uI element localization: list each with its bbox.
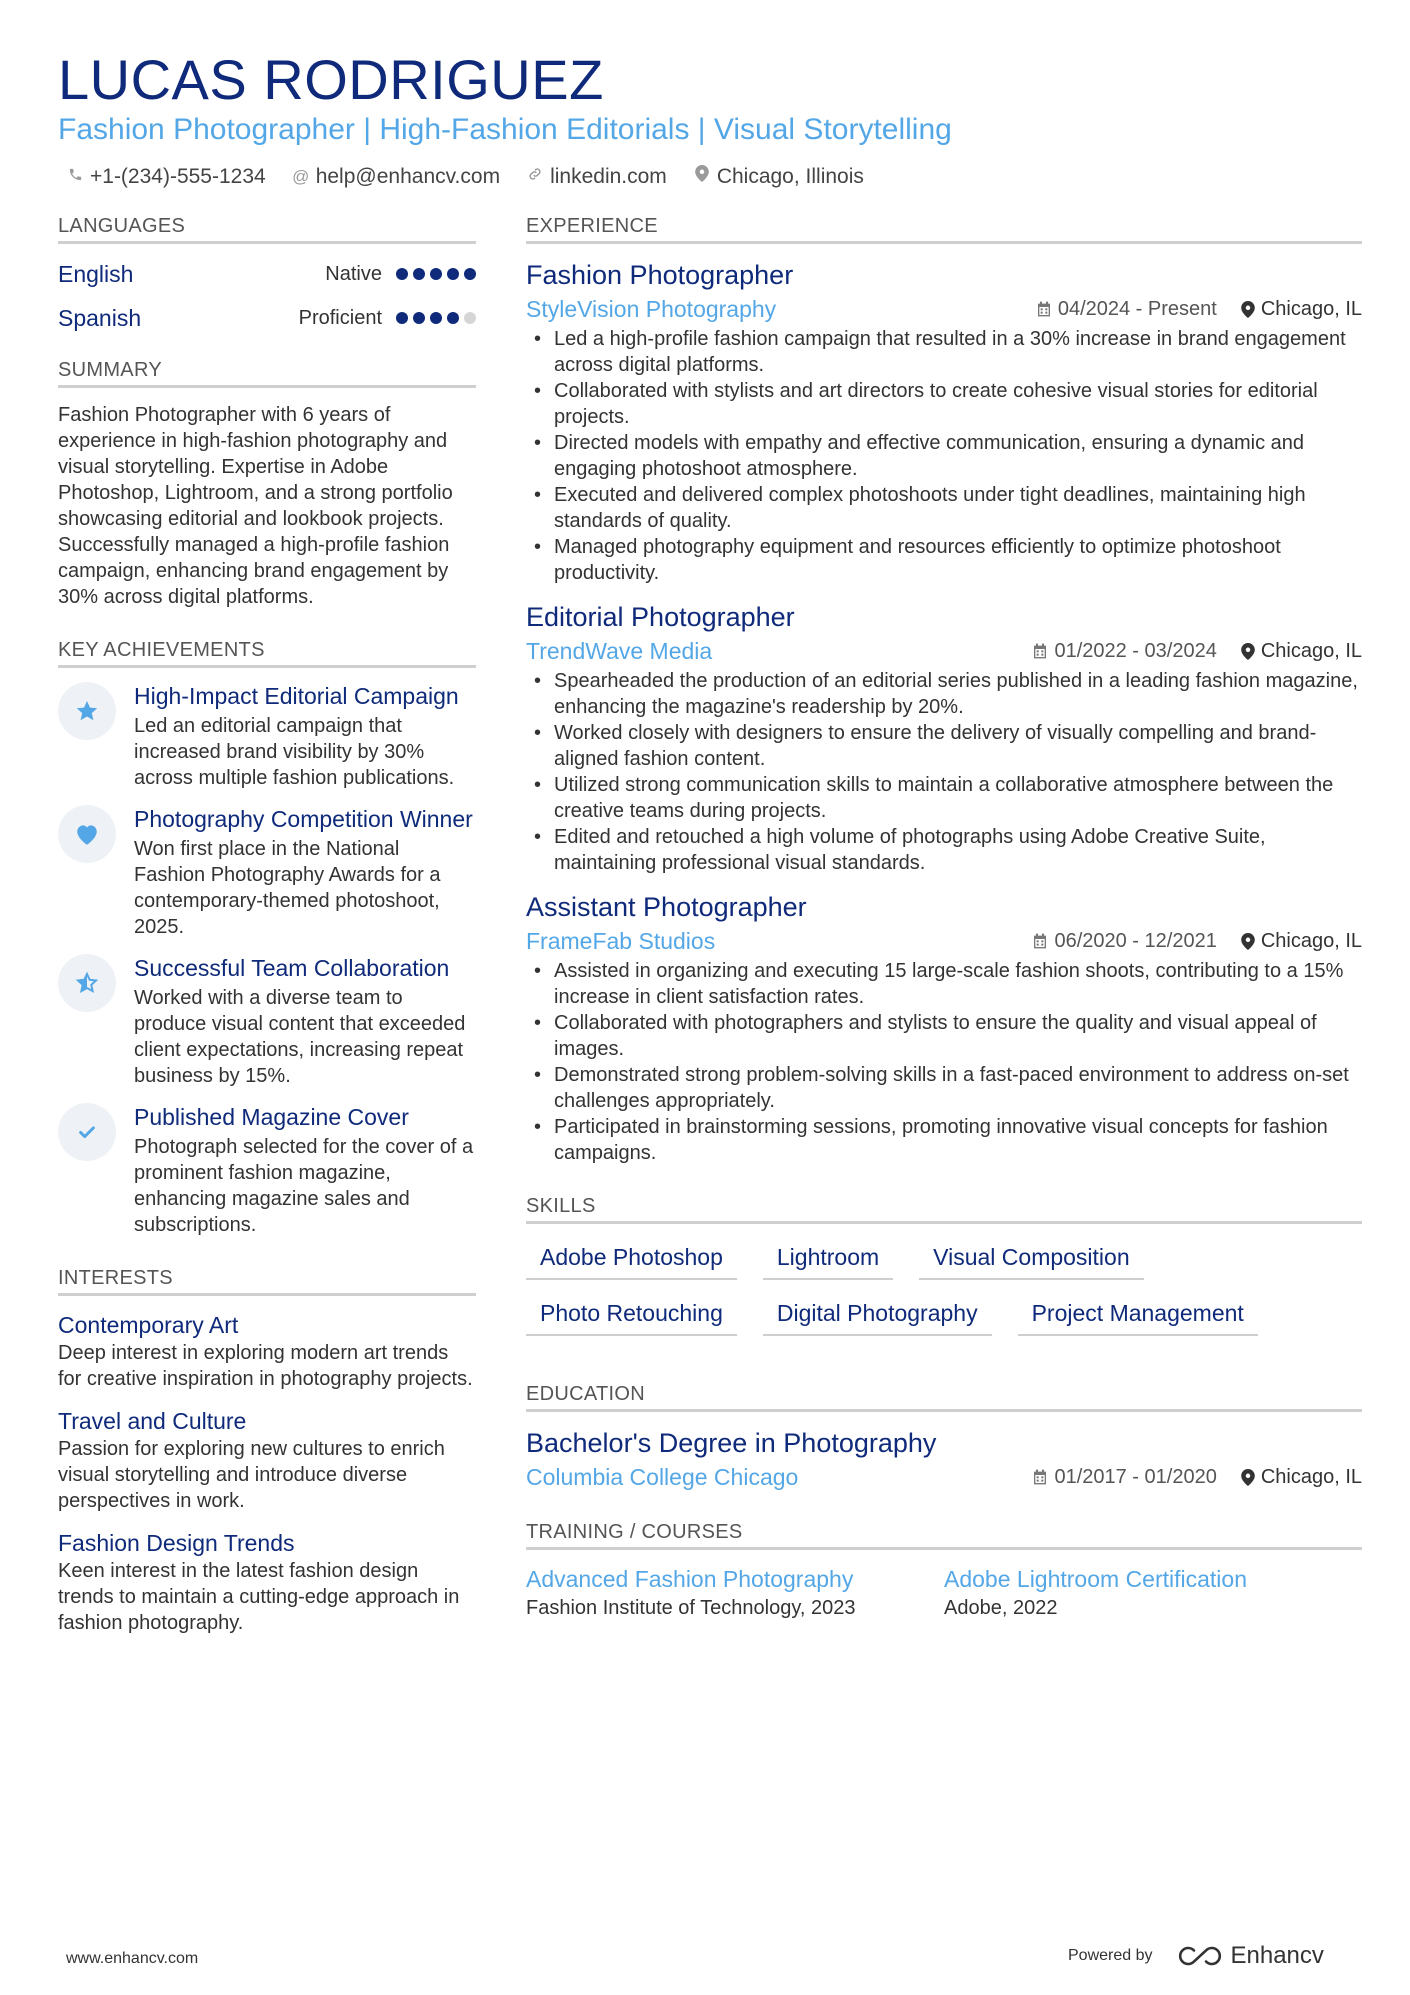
rating-dot-filled	[396, 312, 408, 324]
achievement-desc: Worked with a diverse team to produce visual content that exceeded client expectations, increasing repeat business by 15%.	[134, 987, 466, 1087]
achievement-desc: Led an editorial campaign that increased brand visibility by 30% across multiple fashion publications.	[134, 715, 455, 789]
rating-dot-filled	[447, 268, 459, 280]
calendar-icon	[1032, 1469, 1048, 1485]
candidate-name: LUCAS RODRIGUEZ	[58, 48, 604, 111]
skills-heading: SKILLS	[526, 1194, 1362, 1224]
education-location-text: Chicago, IL	[1260, 1465, 1362, 1488]
language-rating	[396, 312, 476, 324]
degree-title: Bachelor's Degree in Photography	[526, 1428, 937, 1458]
interest-item	[58, 1406, 476, 1514]
achievement-item	[58, 682, 476, 791]
company-name: FrameFab Studios	[526, 928, 716, 954]
job-bullet: • Executed and delivered complex photoshoots under tight deadlines, maintaining high standards of quality.	[526, 482, 1362, 534]
education-location	[1241, 1466, 1362, 1489]
skill-tag: Photo Retouching	[526, 1294, 737, 1336]
company-name: StyleVision Photography	[526, 296, 777, 322]
job-bullet: • Collaborated with stylists and art directors to create cohesive visual stories for editorial projects.	[526, 378, 1362, 430]
achievement-item	[58, 805, 476, 940]
phone-text: +1-(234)-555-1234	[90, 165, 266, 188]
location-pin-icon	[1241, 301, 1255, 318]
job-title: Assistant Photographer	[526, 892, 807, 922]
summary-heading: SUMMARY	[58, 358, 476, 388]
interest-desc: Passion for exploring new cultures to enrich visual storytelling and introduce diverse perspectives in work.	[58, 1438, 445, 1512]
achievement-title: High-Impact Editorial Campaign	[134, 683, 459, 709]
location-pin-icon	[1241, 933, 1255, 950]
calendar-icon	[1032, 933, 1048, 949]
rating-dot-empty	[464, 312, 476, 324]
achievement-title: Published Magazine Cover	[134, 1104, 409, 1130]
job-bullets	[526, 958, 1362, 1166]
experience-heading: EXPERIENCE	[526, 214, 1362, 244]
job-location-text: Chicago, IL	[1260, 929, 1362, 952]
at-icon: @	[292, 167, 310, 186]
powered-by-text: Powered by	[1068, 1947, 1153, 1964]
skill-tag: Digital Photography	[763, 1294, 992, 1336]
job-bullet: • Collaborated with photographers and stylists to ensure the quality and visual appeal of images.	[526, 1010, 1362, 1062]
phone-icon	[66, 163, 84, 191]
language-rating	[396, 268, 476, 280]
course-item	[526, 1564, 944, 1622]
contact-email[interactable]	[292, 163, 500, 191]
interest-item	[58, 1528, 476, 1636]
course-provider: Adobe, 2022	[944, 1597, 1058, 1619]
job-location	[1241, 298, 1362, 321]
rating-dot-filled	[430, 312, 442, 324]
job-bullet: • Managed photography equipment and resources efficiently to optimize photoshoot productivity.	[526, 534, 1362, 586]
contact-phone	[66, 163, 266, 191]
skill-tag: Project Management	[1018, 1294, 1258, 1336]
language-level: Proficient	[298, 306, 382, 329]
school-name: Columbia College Chicago	[526, 1464, 799, 1490]
location-pin-icon	[1241, 1469, 1255, 1486]
job-entry	[526, 258, 1362, 586]
interest-desc: Deep interest in exploring modern art trends for creative inspiration in photography projects.	[58, 1342, 473, 1390]
job-entry	[526, 890, 1362, 1166]
job-bullet: • Participated in brainstorming sessions, promoting innovative visual concepts for fashion campaigns.	[526, 1114, 1362, 1166]
course-provider: Fashion Institute of Technology, 2023	[526, 1597, 856, 1619]
contact-location	[693, 163, 864, 191]
interest-title: Fashion Design Trends	[58, 1530, 295, 1556]
course-item	[944, 1564, 1362, 1622]
achievement-title: Photography Competition Winner	[134, 806, 473, 832]
rating-dot-filled	[413, 268, 425, 280]
contact-bar	[66, 163, 864, 191]
job-dates-text: 06/2020 - 12/2021	[1054, 929, 1217, 952]
job-location-text: Chicago, IL	[1260, 639, 1362, 662]
link-icon	[526, 163, 544, 191]
job-location	[1241, 930, 1362, 953]
education-entry	[526, 1426, 1362, 1492]
left-column	[58, 214, 476, 1636]
job-dates-text: 01/2022 - 03/2024	[1054, 639, 1217, 662]
achievement-desc: Won first place in the National Fashion Photography Awards for a contemporary-themed photoshoot, 2025.	[134, 838, 441, 938]
interest-title: Contemporary Art	[58, 1312, 239, 1338]
job-bullet: • Led a high-profile fashion campaign that resulted in a 30% increase in brand engagement across digital platforms.	[526, 326, 1362, 378]
interest-item	[58, 1310, 476, 1392]
star-icon	[58, 682, 116, 740]
languages-list	[58, 252, 476, 340]
job-bullets	[526, 668, 1362, 876]
job-title: Editorial Photographer	[526, 602, 795, 632]
job-dates	[1032, 640, 1216, 663]
achievement-title: Successful Team Collaboration	[134, 955, 450, 981]
education-dates-text: 01/2017 - 01/2020	[1054, 1465, 1217, 1488]
rating-dot-filled	[464, 268, 476, 280]
summary-text: Fashion Photographer with 6 years of experience in high-fashion photography and visual storytelling. Expertise in Adobe Photoshop, Lightroom, and a strong portfolio showcasing editorial and lookbook projects. Successfully managed a high-profile fashion campaign, enhancing brand engagement by 30% across digital platforms.	[58, 404, 453, 608]
skill-tag: Visual Composition	[919, 1238, 1143, 1280]
rating-dot-filled	[413, 312, 425, 324]
job-bullet: • Utilized strong communication skills to maintain a collaborative atmosphere between the creative teams during projects.	[526, 772, 1362, 824]
job-dates	[1036, 298, 1217, 321]
course-title: Advanced Fashion Photography	[526, 1566, 854, 1592]
star-outline-icon	[58, 954, 116, 1012]
right-column	[526, 214, 1362, 1622]
candidate-title: Fashion Photographer | High-Fashion Editorials | Visual Storytelling	[58, 113, 952, 146]
calendar-icon	[1032, 643, 1048, 659]
linkedin-text: linkedin.com	[550, 165, 667, 188]
language-name: English	[58, 260, 134, 287]
skills-list	[526, 1238, 1362, 1336]
brand-name: Enhancv	[1230, 1942, 1324, 1969]
job-bullet: • Demonstrated strong problem-solving skills in a fast-paced environment to address on-set challenges appropriately.	[526, 1062, 1362, 1114]
training-heading: TRAINING / COURSES	[526, 1520, 1362, 1550]
job-dates-text: 04/2024 - Present	[1057, 297, 1217, 320]
location-text: Chicago, Illinois	[716, 165, 864, 188]
languages-heading: LANGUAGES	[58, 214, 476, 244]
interest-desc: Keen interest in the latest fashion design trends to maintain a cutting-edge approach in fashion photography.	[58, 1560, 460, 1634]
job-dates	[1032, 930, 1216, 953]
language-name: Spanish	[58, 304, 142, 331]
courses-list	[526, 1564, 1362, 1622]
achievement-item	[58, 1103, 476, 1238]
interests-heading: INTERESTS	[58, 1266, 476, 1296]
job-bullet: • Directed models with empathy and effective communication, ensuring a dynamic and engaging photoshoot atmosphere.	[526, 430, 1362, 482]
interest-title: Travel and Culture	[58, 1408, 247, 1434]
rating-dot-filled	[447, 312, 459, 324]
job-bullet: • Spearheaded the production of an editorial series published in a leading fashion magazine, enhancing the magazine's readership by 20%.	[526, 668, 1362, 720]
job-bullet: • Worked closely with designers to ensure the delivery of visually compelling and brand-aligned fashion content.	[526, 720, 1362, 772]
language-level: Native	[325, 262, 382, 285]
check-icon	[58, 1103, 116, 1161]
job-entry	[526, 600, 1362, 876]
job-bullets	[526, 326, 1362, 586]
email-text: help@enhancv.com	[315, 165, 501, 188]
job-title: Fashion Photographer	[526, 260, 794, 290]
achievements-heading: KEY ACHIEVEMENTS	[58, 638, 476, 668]
education-heading: EDUCATION	[526, 1382, 1362, 1412]
rating-dot-filled	[430, 268, 442, 280]
location-pin-icon	[1241, 643, 1255, 660]
achievement-desc: Photograph selected for the cover of a prominent fashion magazine, enhancing magazine sales and subscriptions.	[134, 1136, 474, 1236]
rating-dot-filled	[396, 268, 408, 280]
skill-tag: Adobe Photoshop	[526, 1238, 737, 1280]
location-pin-icon	[693, 163, 711, 191]
language-item	[58, 296, 476, 340]
company-name: TrendWave Media	[526, 638, 713, 664]
job-bullet: • Assisted in organizing and executing 15 large-scale fashion shoots, contributing to a 15% increase in client satisfaction rates.	[526, 958, 1362, 1010]
calendar-icon	[1036, 301, 1052, 317]
skill-tag: Lightroom	[763, 1238, 893, 1280]
education-dates	[1032, 1466, 1216, 1489]
job-location	[1241, 640, 1362, 663]
enhancv-logo[interactable]	[1177, 1942, 1324, 1970]
course-title: Adobe Lightroom Certification	[944, 1566, 1247, 1592]
achievement-item	[58, 954, 476, 1089]
heart-icon	[58, 805, 116, 863]
footer-branding	[1068, 1942, 1324, 1970]
footer-website[interactable]: www.enhancv.com	[66, 1950, 199, 1967]
language-item	[58, 252, 476, 296]
job-bullet: • Edited and retouched a high volume of photographs using Adobe Creative Suite, maintaining professional visual standards.	[526, 824, 1362, 876]
job-location-text: Chicago, IL	[1260, 297, 1362, 320]
enhancv-logo-icon	[1177, 1944, 1223, 1968]
contact-linkedin[interactable]	[526, 163, 667, 191]
